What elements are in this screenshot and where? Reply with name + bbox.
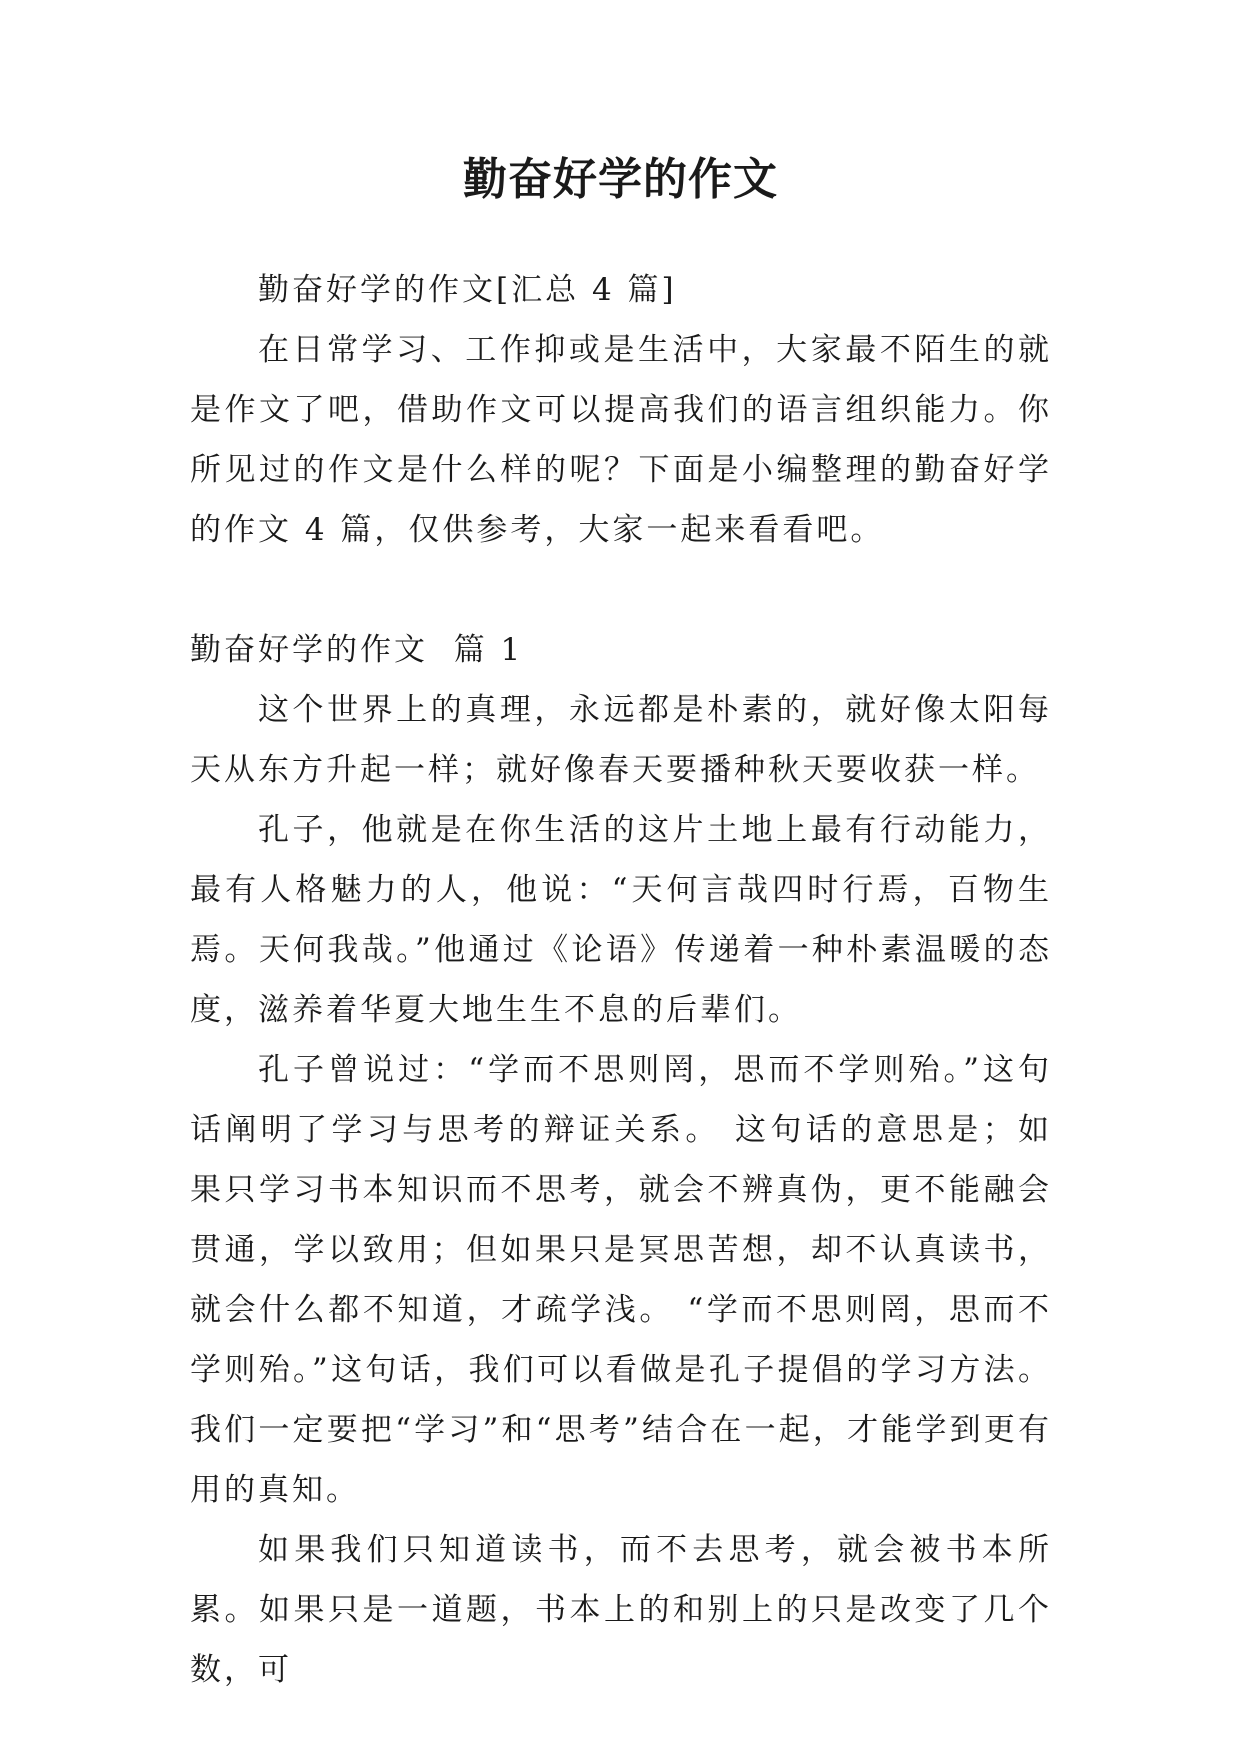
document-title: 勤奋好学的作文: [463, 154, 778, 205]
document-subtitle: 勤奋好学的作文[汇总 4 篇]: [258, 272, 677, 308]
body-paragraph: 孔子曾说过：“学而不思则罔，思而不学则殆。”这句话阐明了学习与思考的辩证关系。 这句话的意思是；如果只学习书本知识而不思考，就会不辨真伪，更不能融会贯通，学以致用；但如果只是冥思苦想，却不认真读书，就会什么都不知道，才疏学浅。 “学而不思则罔，思而不学则殆。”这句话，我们可以看做是孔子提倡的学习方法。我们一定要把“学习”和“思考”结合在一起，才能学到更有用的真知。: [190, 1052, 1052, 1508]
section-heading: 勤奋好学的作文 篇 1: [190, 632, 524, 668]
intro-paragraph: 在日常学习、工作抑或是生活中，大家最不陌生的就是作文了吧，借助作文可以提高我们的语言组织能力。你所见过的作文是什么样的呢？下面是小编整理的勤奋好学的作文 4 篇，仅供参考，大家一起来看看吧。: [190, 332, 1052, 548]
body-paragraph: 孔子，他就是在你生活的这片土地上最有行动能力，最有人格魅力的人，他说：“天何言哉四时行焉，百物生焉。天何我哉。”他通过《论语》传递着一种朴素温暖的态度，滋养着华夏大地生生不息的后辈们。: [190, 812, 1052, 1028]
document-body: [190, 260, 1052, 1700]
body-paragraph: 如果我们只知道读书，而不去思考，就会被书本所累。如果只是一道题，书本上的和别上的只是改变了几个数，可: [190, 1532, 1052, 1688]
body-paragraph: 这个世界上的真理，永远都是朴素的，就好像太阳每天从东方升起一样；就好像春天要播种秋天要收获一样。: [190, 692, 1052, 788]
